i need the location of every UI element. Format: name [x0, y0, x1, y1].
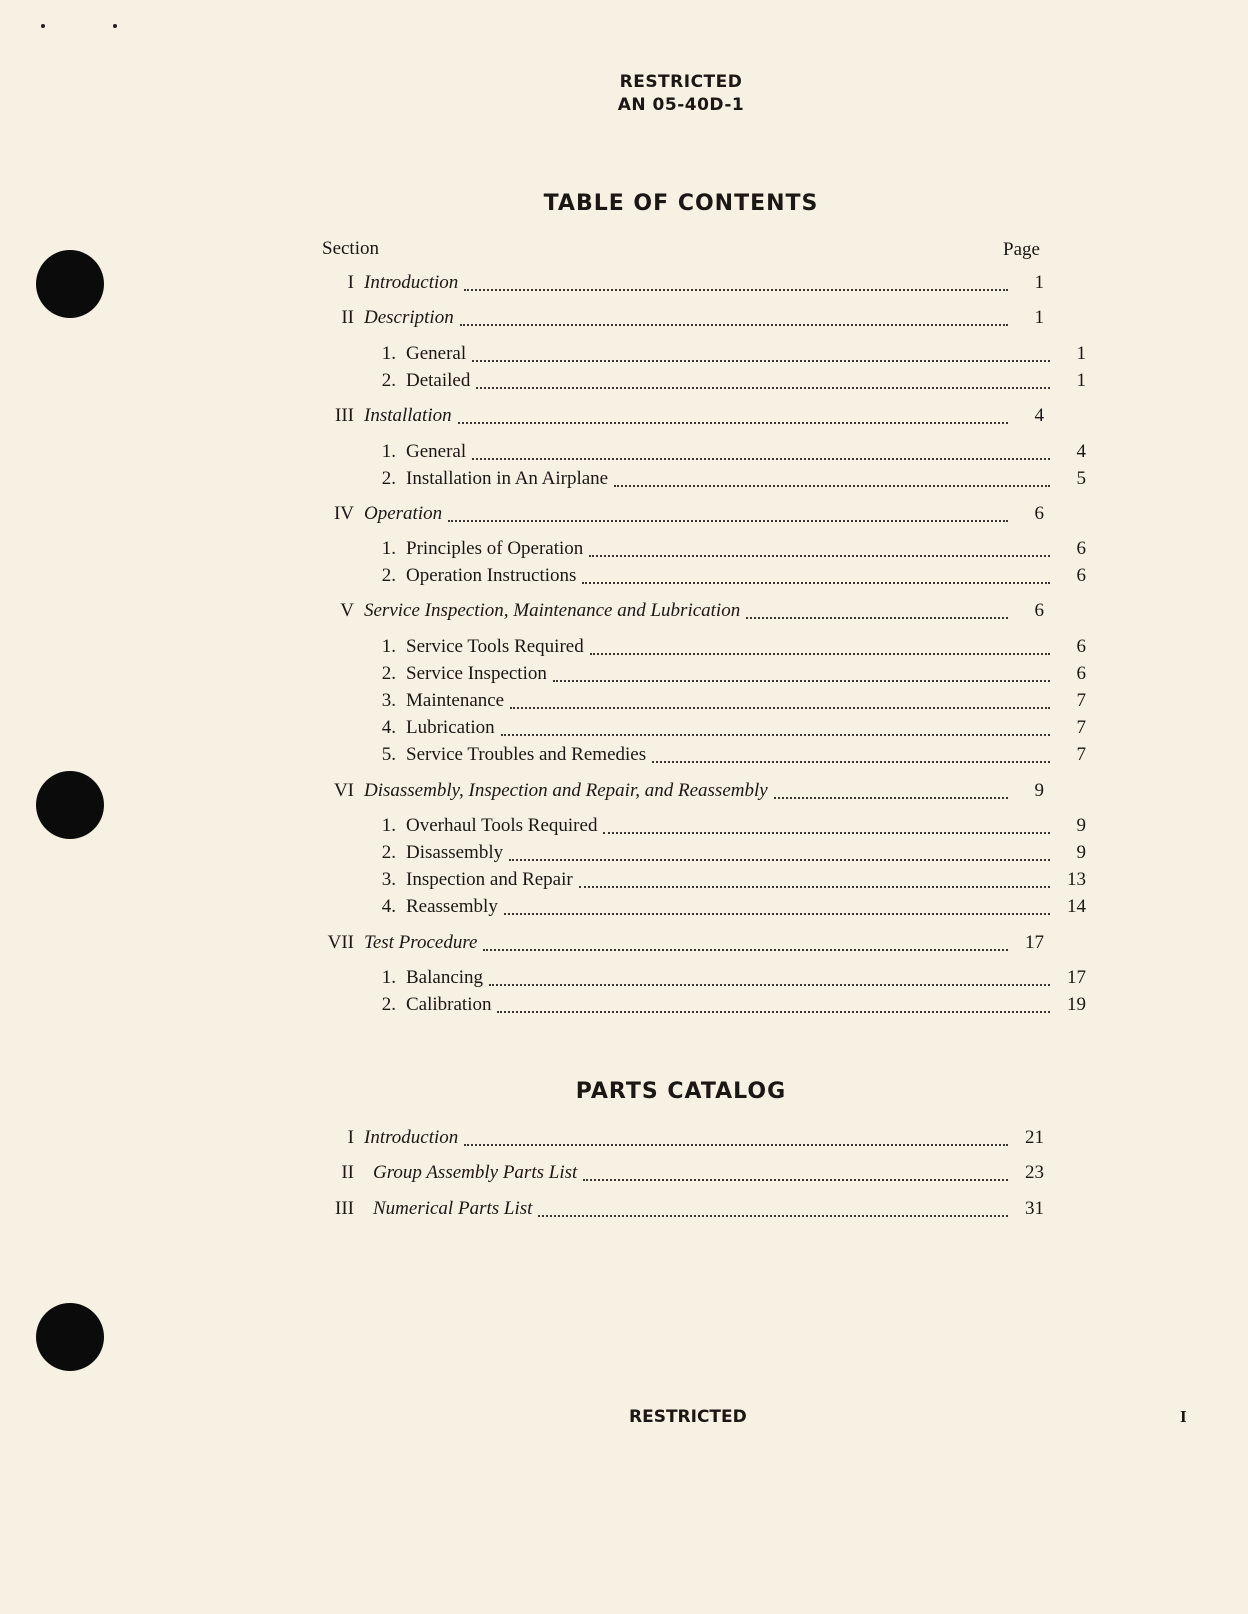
dot-leader [448, 520, 1008, 522]
toc-entry-label: Lubrication [406, 717, 495, 738]
toc-entry-label: Maintenance [406, 690, 505, 711]
binder-hole-middle [36, 771, 104, 839]
document-number: AN 05-40D-1 [617, 95, 745, 115]
toc-entry-number: 2. [381, 565, 396, 586]
dot-leader [501, 734, 1050, 736]
toc-entry-page: 7 [1076, 717, 1086, 738]
toc-entry-label: Disassembly, Inspection and Repair, and Reassembly [364, 780, 768, 801]
paper-speck [113, 24, 117, 28]
toc-entry [320, 780, 1044, 804]
toc-entry [320, 272, 1044, 296]
toc-entry-label: Operation [364, 503, 443, 524]
dot-leader [614, 485, 1050, 487]
toc-entry-page: 9 [1076, 842, 1086, 863]
toc-entry-page: 5 [1076, 468, 1086, 489]
toc-entry [320, 690, 1086, 714]
toc-entry-label: General [406, 343, 467, 364]
toc-entry-label: Installation in An Airplane [406, 468, 609, 489]
parts-catalog-entry [320, 1198, 1044, 1222]
toc-entry-label: Description [364, 307, 454, 328]
dot-leader [538, 1215, 1008, 1217]
toc-entry-label: Detailed [406, 370, 471, 391]
toc-entry-page: 17 [1067, 967, 1086, 988]
toc-entry-label: Principles of Operation [406, 538, 584, 559]
parts-entry-number: II [341, 1162, 354, 1183]
toc-entry-page: 6 [1034, 600, 1044, 621]
column-header-section: Section [322, 238, 379, 259]
toc-entry-label: Reassembly [406, 896, 498, 917]
toc-entry [320, 994, 1086, 1018]
toc-entry-page: 1 [1034, 272, 1044, 293]
toc-entry-label: Installation [364, 405, 452, 426]
toc-entry-page: 9 [1034, 780, 1044, 801]
toc-entry-number: 5. [381, 744, 396, 765]
toc-entry-number: 2. [381, 370, 396, 391]
toc-entry-number: I [347, 272, 354, 293]
toc-entry-page: 4 [1076, 441, 1086, 462]
dot-leader [489, 984, 1050, 986]
parts-entry-number: III [335, 1198, 354, 1219]
toc-entry [320, 842, 1086, 866]
toc-entry [320, 405, 1044, 429]
dot-leader [504, 913, 1050, 915]
toc-entry-number: III [335, 405, 354, 426]
toc-entry [320, 636, 1086, 660]
toc-entry-number: 1. [381, 967, 396, 988]
toc-entry-page: 6 [1076, 565, 1086, 586]
toc-entry-page: 4 [1034, 405, 1044, 426]
toc-entry-label: Service Inspection [406, 663, 547, 684]
dot-leader [460, 324, 1008, 326]
toc-entry-page: 17 [1025, 932, 1044, 953]
toc-entry-number: 1. [381, 815, 396, 836]
toc-entry-label: Calibration [406, 994, 492, 1015]
dot-leader [589, 555, 1050, 557]
toc-entry-label: Operation Instructions [406, 565, 577, 586]
toc-entry [320, 600, 1044, 624]
toc-entry [320, 307, 1044, 331]
column-header-page: Page [1003, 239, 1040, 260]
toc-entry [320, 717, 1086, 741]
toc-entry-page: 6 [1076, 636, 1086, 657]
toc-entry [320, 869, 1086, 893]
dot-leader [509, 859, 1050, 861]
toc-entry-number: 1. [381, 636, 396, 657]
toc-entry [320, 441, 1086, 465]
dot-leader [583, 1179, 1008, 1181]
toc-entry-number: 2. [381, 994, 396, 1015]
toc-entry [320, 343, 1086, 367]
parts-catalog-title: PARTS CATALOG [575, 1079, 787, 1104]
toc-entry-number: 3. [381, 869, 396, 890]
toc-entry-label: Service Tools Required [406, 636, 584, 657]
toc-entry-label: Service Troubles and Remedies [406, 744, 647, 765]
toc-title: TABLE OF CONTENTS [543, 191, 819, 216]
dot-leader [458, 422, 1008, 424]
dot-leader [603, 832, 1050, 834]
toc-entry-page: 1 [1076, 343, 1086, 364]
parts-entry-label: Introduction [364, 1127, 459, 1148]
toc-entry [320, 815, 1086, 839]
toc-entry-page: 13 [1067, 869, 1086, 890]
footer-page-number: I [1180, 1407, 1187, 1426]
parts-catalog-entry [320, 1127, 1044, 1151]
toc-entry-page: 1 [1034, 307, 1044, 328]
toc-entry [320, 744, 1086, 768]
toc-entry-number: 1. [381, 538, 396, 559]
toc-entry-page: 6 [1076, 538, 1086, 559]
dot-leader [464, 1144, 1008, 1146]
header-classification: RESTRICTED [619, 72, 743, 92]
toc-entry-number: IV [333, 503, 354, 524]
toc-entry [320, 967, 1086, 991]
toc-entry-page: 14 [1067, 896, 1086, 917]
parts-entry-page: 23 [1025, 1162, 1044, 1183]
dot-leader [497, 1011, 1050, 1013]
toc-entry [320, 663, 1086, 687]
toc-entry [320, 468, 1086, 492]
binder-hole-bottom [36, 1303, 104, 1371]
toc-entry-page: 6 [1034, 503, 1044, 524]
parts-entry-label: Numerical Parts List [373, 1198, 533, 1219]
toc-entry-label: Disassembly [406, 842, 504, 863]
dot-leader [510, 707, 1050, 709]
toc-entry-number: 4. [381, 717, 396, 738]
toc-entry-number: 4. [381, 896, 396, 917]
dot-leader [746, 617, 1008, 619]
toc-entry [320, 565, 1086, 589]
dot-leader [774, 797, 1008, 799]
parts-entry-page: 31 [1025, 1198, 1044, 1219]
toc-entry-number: 1. [381, 441, 396, 462]
toc-entry [320, 896, 1086, 920]
dot-leader [590, 653, 1050, 655]
parts-catalog-entry [320, 1162, 1044, 1186]
dot-leader [472, 458, 1050, 460]
toc-entry-number: V [340, 600, 354, 621]
toc-entry-page: 1 [1076, 370, 1086, 391]
toc-entry-number: II [341, 307, 354, 328]
dot-leader [483, 949, 1008, 951]
toc-entry-label: Inspection and Repair [406, 869, 573, 890]
paper-speck [41, 24, 45, 28]
dot-leader [464, 289, 1008, 291]
toc-entry-number: 2. [381, 663, 396, 684]
toc-entry-page: 6 [1076, 663, 1086, 684]
toc-entry-label: Service Inspection, Maintenance and Lubrication [364, 600, 741, 621]
toc-entry-page: 9 [1076, 815, 1086, 836]
toc-entry [320, 503, 1044, 527]
binder-hole-top [36, 250, 104, 318]
toc-entry-number: 2. [381, 842, 396, 863]
parts-entry-label: Group Assembly Parts List [373, 1162, 578, 1183]
dot-leader [582, 582, 1050, 584]
toc-entry [320, 932, 1044, 956]
parts-entry-page: 21 [1025, 1127, 1044, 1148]
toc-entry-number: 1. [381, 343, 396, 364]
parts-entry-number: I [347, 1127, 354, 1148]
dot-leader [476, 387, 1050, 389]
toc-entry-page: 19 [1067, 994, 1086, 1015]
toc-entry [320, 538, 1086, 562]
toc-entry-number: VI [333, 780, 354, 801]
toc-entry-label: Balancing [406, 967, 484, 988]
footer-classification: RESTRICTED [629, 1407, 747, 1427]
toc-entry-page: 7 [1076, 690, 1086, 711]
toc-entry-number: VII [327, 932, 354, 953]
toc-entry-number: 3. [381, 690, 396, 711]
dot-leader [652, 761, 1050, 763]
dot-leader [579, 886, 1050, 888]
dot-leader [553, 680, 1050, 682]
toc-entry-label: Overhaul Tools Required [406, 815, 598, 836]
toc-entry-label: Test Procedure [364, 932, 478, 953]
toc-entry-number: 2. [381, 468, 396, 489]
toc-entry-label: Introduction [364, 272, 459, 293]
toc-entry-label: General [406, 441, 467, 462]
toc-entry-page: 7 [1076, 744, 1086, 765]
toc-entry [320, 370, 1086, 394]
dot-leader [472, 360, 1050, 362]
